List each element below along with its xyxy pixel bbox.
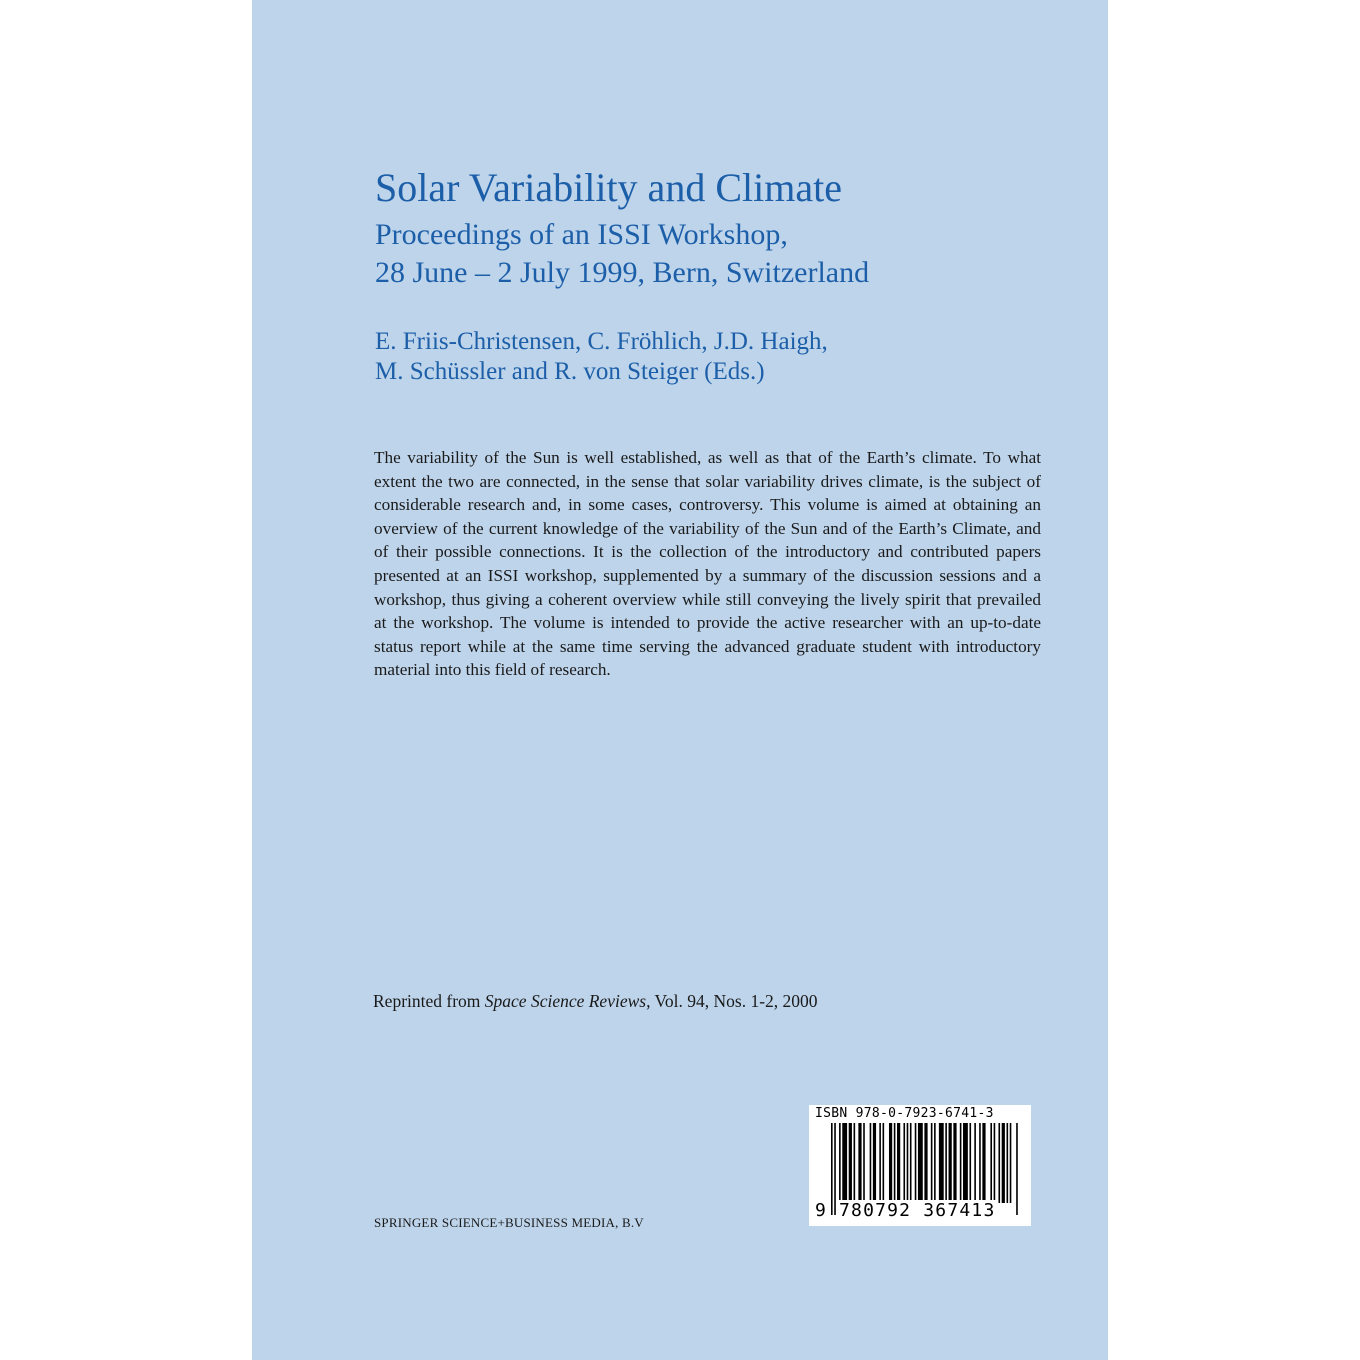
barcode-bar — [982, 1123, 985, 1203]
barcode-bar — [949, 1123, 952, 1203]
barcode-bar — [1010, 1123, 1012, 1203]
barcode-bar — [969, 1123, 971, 1203]
book-title: Solar Variability and Climate — [375, 165, 842, 210]
barcode-bar — [963, 1123, 968, 1203]
barcode-bar — [945, 1123, 947, 1203]
barcode-bar — [883, 1123, 885, 1203]
barcode-bar — [849, 1123, 852, 1203]
barcode-bar — [998, 1123, 1000, 1203]
barcode-bar — [910, 1123, 912, 1203]
publisher-name: SPRINGER SCIENCE+BUSINESS MEDIA, B.V — [374, 1215, 644, 1230]
barcode-bar — [894, 1123, 896, 1203]
barcode-bar — [873, 1123, 876, 1203]
isbn-label: ISBN 978-0-7923-6741-3 — [815, 1106, 994, 1121]
barcode-bar — [907, 1123, 909, 1203]
reprint-prefix: Reprinted from — [373, 991, 485, 1011]
back-cover — [252, 0, 1108, 1360]
barcode-bar — [979, 1123, 981, 1203]
editors — [375, 327, 828, 387]
barcode-bar — [1002, 1123, 1005, 1203]
barcode-bar — [990, 1123, 992, 1203]
barcode-bar — [915, 1123, 917, 1203]
editors-line-1: E. Friis-Christensen, C. Fröhlich, J.D. Haigh, — [375, 328, 828, 355]
barcode-bar — [939, 1123, 944, 1203]
barcode-bar — [1016, 1123, 1018, 1215]
reprint-suffix: Vol. 94, Nos. 1-2, 2000 — [650, 991, 818, 1011]
barcode-bar — [903, 1123, 905, 1203]
subtitle-line-1: Proceedings of an ISSI Workshop, — [375, 218, 788, 251]
barcode-bar — [974, 1123, 976, 1203]
subtitle-line-2: 28 June – 2 July 1999, Bern, Switzerland — [375, 256, 870, 289]
barcode-bar — [870, 1123, 872, 1203]
barcode-bar — [834, 1123, 836, 1215]
barcode-bar — [994, 1123, 996, 1203]
barcode-bar — [879, 1123, 881, 1203]
barcode-bar — [897, 1123, 900, 1203]
book-subtitle — [375, 216, 869, 292]
barcode-bar — [858, 1123, 861, 1203]
isbn-barcode — [809, 1105, 1031, 1226]
barcode-bar — [953, 1123, 956, 1203]
abstract-text: The variability of the Sun is well established, as well as that of the Earth’s climate. To what extent the two are connected, in the sense that solar variability drives climate, is the subject of considerable research and, in some cases, controversy. This volume is aimed at obtaining an overview of the current knowledge of the variability of the Sun and of the Earth’s Climate, and of their possible connections. It is the collection of the introductory and contributed papers presented at an ISSI workshop, supplemented by a summary of the discussion sessions and a workshop, thus giving a coherent overview while still conveying the lively spirit that prevailed at the workshop. The volume is intended to provide the active researcher with an up-to-date status report while at the same time serving the advanced graduate student with introductory material into this field of research. — [374, 448, 1041, 680]
barcode-bar — [934, 1123, 936, 1203]
barcode-bar — [1007, 1123, 1009, 1203]
editors-line-2: M. Schüssler and R. von Steiger (Eds.) — [375, 358, 765, 385]
barcode-bar — [842, 1123, 847, 1203]
reprint-note — [373, 991, 818, 1012]
barcode-bar — [889, 1123, 892, 1203]
barcode-bar — [854, 1123, 856, 1203]
barcode-bar — [918, 1123, 923, 1203]
barcode-bar — [960, 1123, 962, 1203]
barcode-bar — [863, 1123, 865, 1203]
reprint-journal: Space Science Reviews, — [484, 991, 651, 1011]
barcode-bar — [831, 1123, 833, 1215]
ean-first-digit: 9 — [815, 1200, 826, 1221]
barcode-bar — [839, 1123, 841, 1203]
ean-remaining-digits: 780792 367413 — [839, 1200, 996, 1221]
